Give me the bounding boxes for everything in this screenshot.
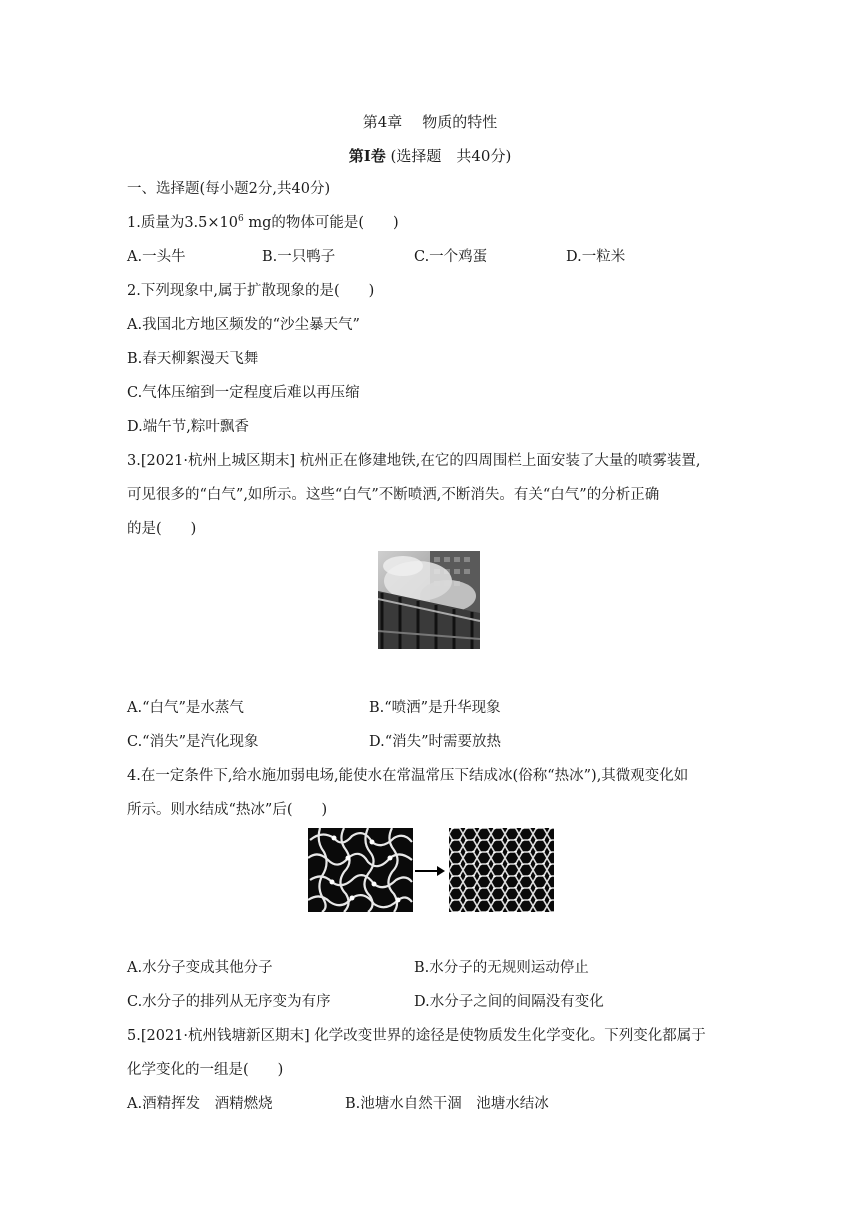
q1-option-b[interactable]: B.一只鸭子 [262,249,336,265]
question-3-stem-line3: 的是( ) [127,521,197,537]
question-1-stem [127,213,399,233]
q4-option-d[interactable]: D.水分子之间的间隔没有变化 [414,994,604,1010]
q1-stem-part: 1.质量为3.5×10 [127,215,238,231]
q2-option-c[interactable]: C.气体压缩到一定程度后难以再压缩 [127,385,360,401]
q5-source: [2021·杭州钱塘新区期末] [140,1028,310,1044]
q5-number: 5. [127,1028,141,1044]
q3-option-a[interactable]: A.“白气”是水蒸气 [127,700,244,716]
q3-option-d[interactable]: D.“消失”时需要放热 [369,734,502,750]
chapter-number: 第4章 [362,113,403,131]
spray-fence-photo [378,551,480,649]
volume-heading [0,145,860,166]
q3-option-b[interactable]: B.“喷洒”是升华现象 [369,700,501,716]
q1-option-d[interactable]: D.一粒米 [566,249,626,265]
q3-number: 3. [127,453,141,469]
q4-option-c[interactable]: C.水分子的排列从无序变为有序 [127,994,331,1010]
question-2-stem: 2.下列现象中,属于扩散现象的是( ) [127,283,375,299]
section-heading: 一、选择题(每小题2分,共40分) [127,181,331,197]
q3-text: 杭州正在修建地铁,在它的四周围栏上面安装了大量的喷雾装置, [299,453,701,469]
chapter-title [0,111,860,132]
q2-option-d[interactable]: D.端午节,粽叶飘香 [127,419,249,435]
q5-option-a[interactable]: A.酒精挥发 酒精燃烧 [127,1096,273,1112]
q4-option-b[interactable]: B.水分子的无规则运动停止 [414,960,589,976]
volume-note: (选择题 共40分) [390,147,512,165]
q1-option-c[interactable]: C.一个鸡蛋 [414,249,488,265]
q1-exponent: 6 [238,214,244,224]
q1-option-a[interactable]: A.一头牛 [127,249,186,265]
question-5-stem [127,1026,706,1046]
q3-source: [2021·杭州上城区期末] [140,453,296,469]
q5-option-b[interactable]: B.池塘水自然干涸 池塘水结冰 [345,1096,549,1112]
disordered-water-molecules-image [308,828,413,912]
question-4-stem-line2: 所示。则水结成“热冰”后( ) [127,802,328,818]
ordered-water-molecules-image [449,828,554,912]
chapter-name: 物质的特性 [422,113,498,131]
question-3-stem-line2: 可见很多的“白气”,如所示。这些“白气”不断喷洒,不断消失。有关“白气”的分析正确 [127,487,660,503]
question-3-stem [127,451,701,471]
question-5-stem-line2: 化学变化的一组是( ) [127,1062,284,1078]
q5-text: 化学改变世界的途径是使物质发生化学变化。下列变化都属于 [314,1028,706,1044]
volume-label: 第Ⅰ卷 [348,147,386,165]
question-4-stem: 4.在一定条件下,给水施加弱电场,能使水在常温常压下结成冰(俗称“热冰”),其微观变化如 [127,768,689,784]
arrow-right-icon [415,866,445,876]
q2-option-b[interactable]: B.春天柳絮漫天飞舞 [127,351,259,367]
q2-option-a[interactable]: A.我国北方地区频发的“沙尘暴天气” [127,317,360,333]
q3-option-c[interactable]: C.“消失”是汽化现象 [127,734,259,750]
q1-stem-part: mg的物体可能是( ) [243,215,399,231]
q4-option-a[interactable]: A.水分子变成其他分子 [127,960,273,976]
